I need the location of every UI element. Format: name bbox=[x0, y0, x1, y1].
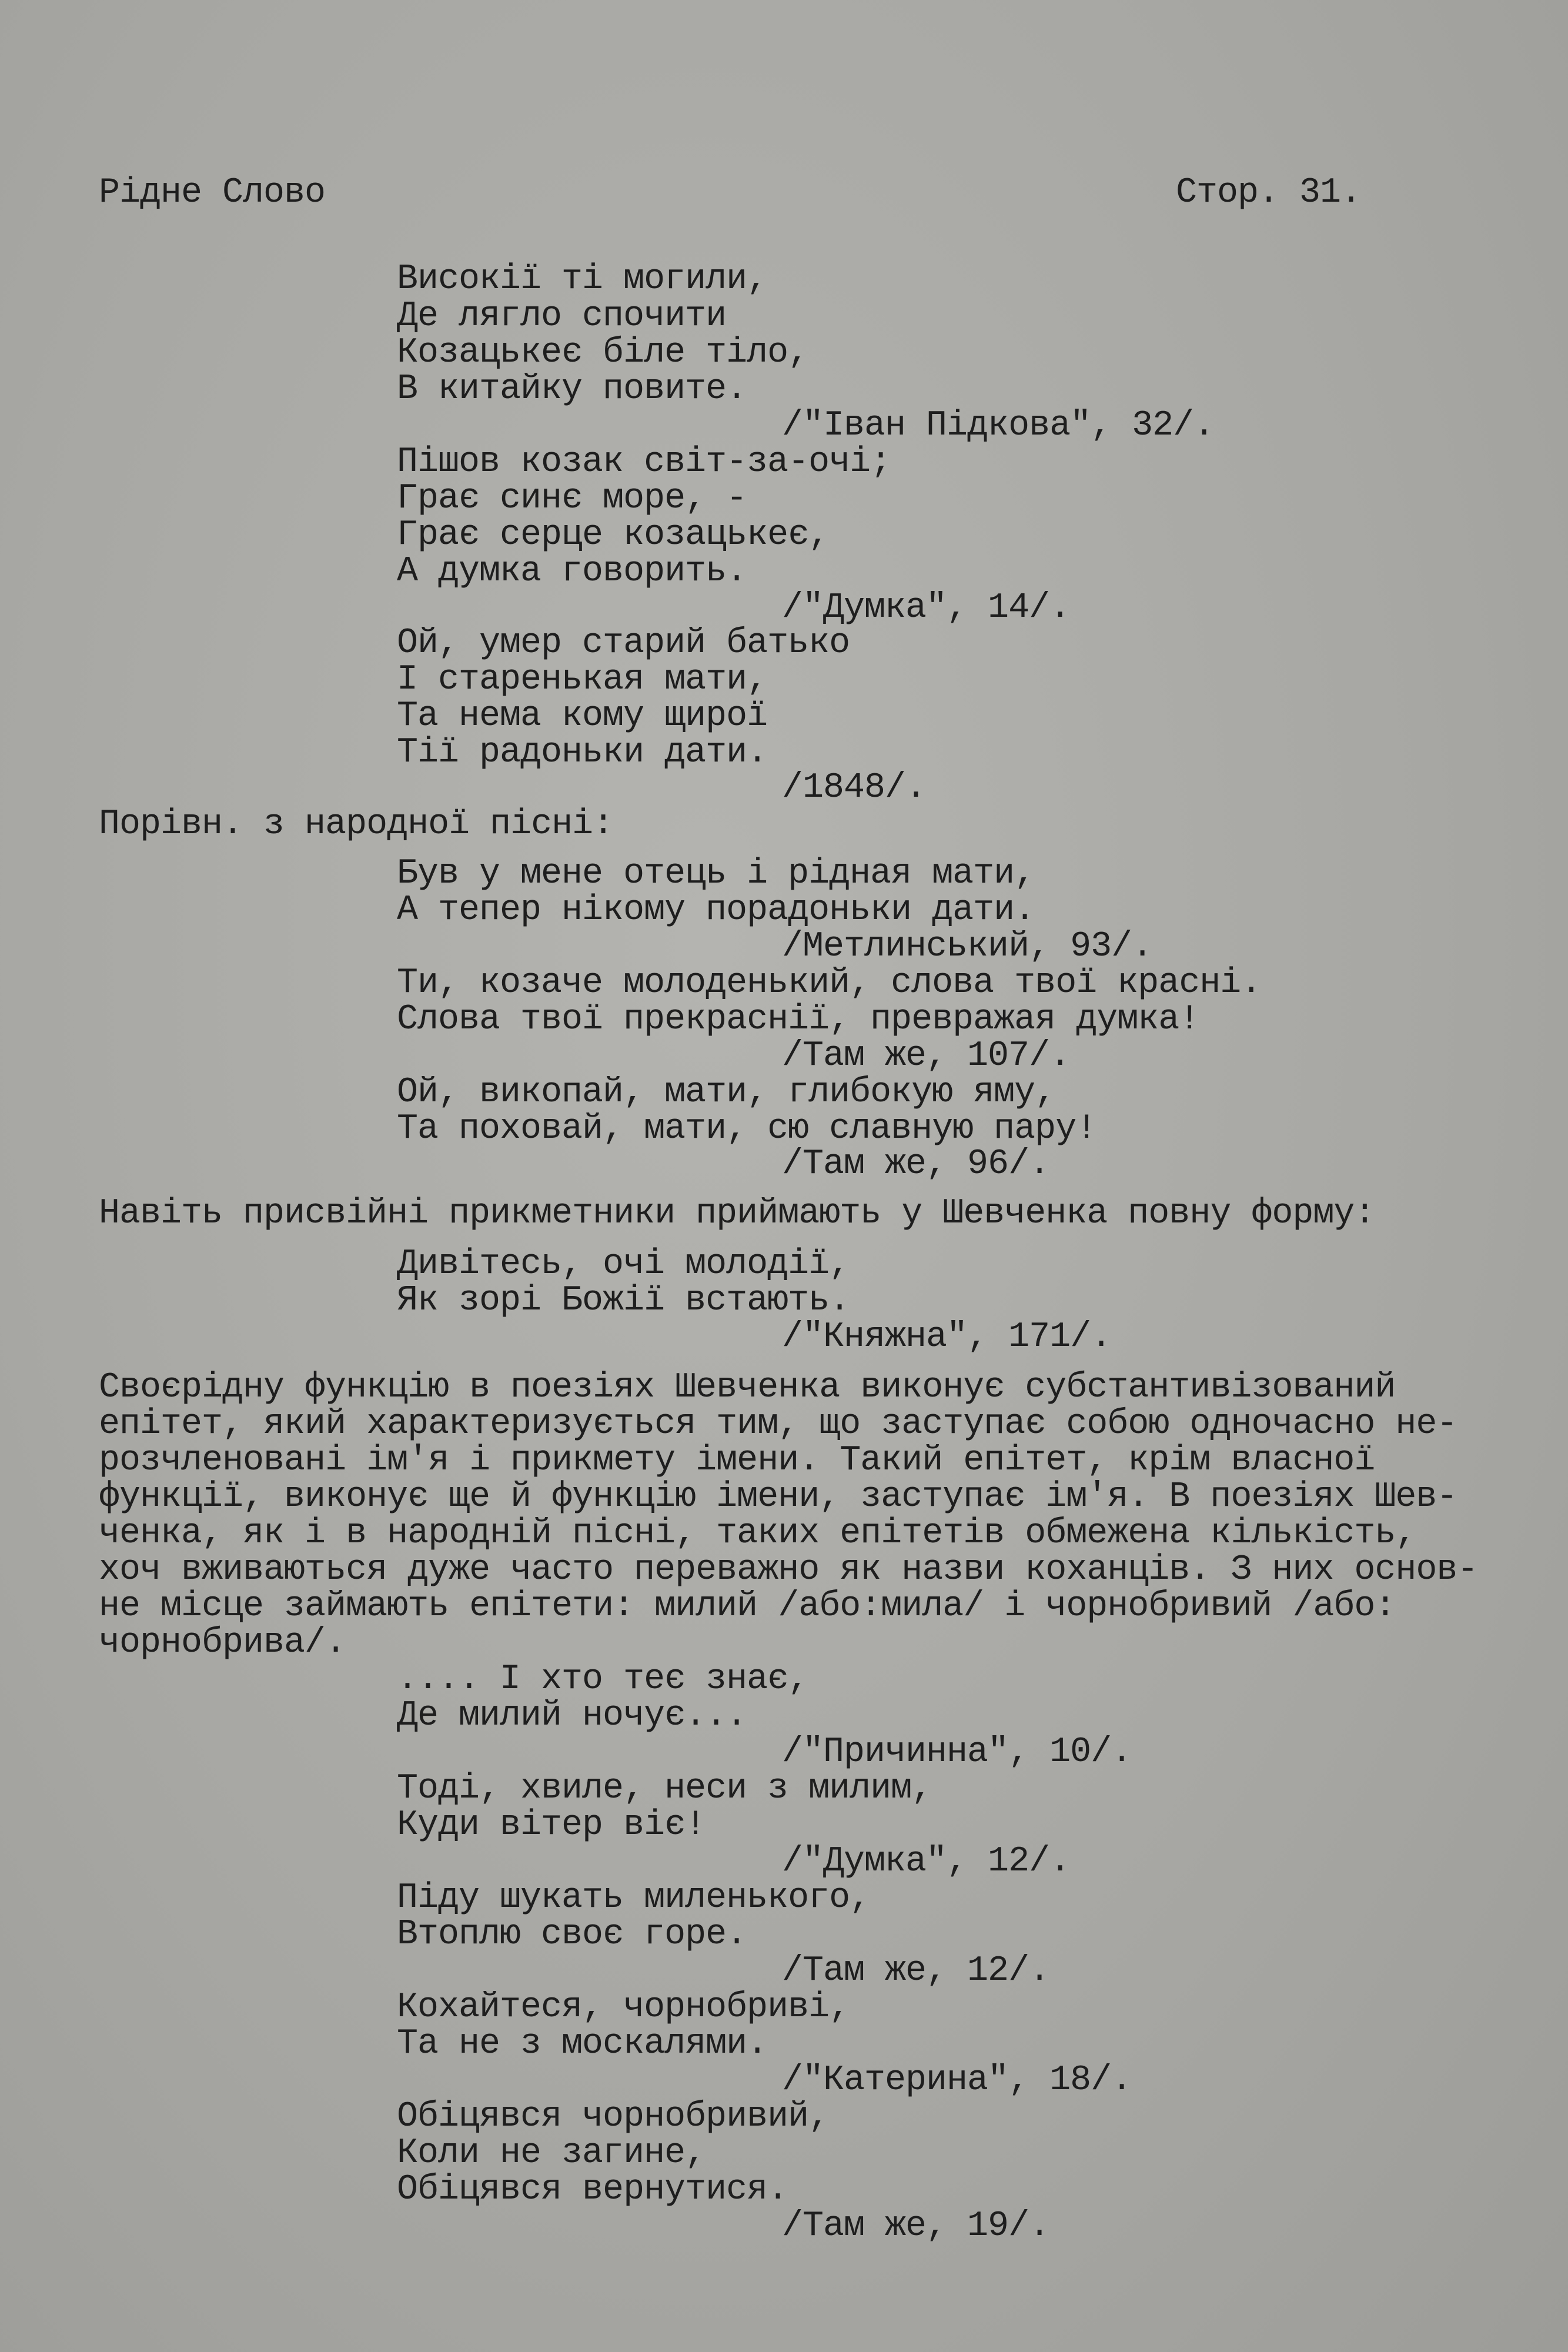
source-citation: /"Катерина", 18/. bbox=[782, 2060, 1132, 2100]
verse-line: Тоді, хвиле, неси з милим, bbox=[397, 1769, 932, 1809]
prose-line: не місце займають епітети: милий /або:мила/ і чорнобривий /або: bbox=[99, 1586, 1396, 1626]
source-citation: /Там же, 12/. bbox=[782, 1951, 1050, 1991]
source-citation: /"Княжна", 171/. bbox=[782, 1317, 1112, 1357]
prose-line: Навіть присвійні прикметники приймають у Шевченка повну форму: bbox=[99, 1194, 1375, 1234]
prose-line: епітет, який характеризується тим, що заступає собою одночасно не- bbox=[99, 1404, 1457, 1444]
verse-line: Обіцявся чорнобривий, bbox=[397, 2097, 830, 2137]
verse-line: Втоплю своє горе. bbox=[397, 1915, 747, 1955]
verse-line: Де лягло спочити bbox=[397, 296, 727, 336]
journal-title: Рідне Слово bbox=[99, 173, 326, 213]
source-citation: /Там же, 96/. bbox=[782, 1144, 1050, 1184]
prose-line: Своєрідну функцію в поезіях Шевченка виконує субстантивізований bbox=[99, 1368, 1396, 1408]
verse-line: А думка говорить. bbox=[397, 552, 747, 592]
verse-line: Куди вітер віє! bbox=[397, 1805, 706, 1845]
verse-line: А тепер нікому порадоньки дати. bbox=[397, 890, 1035, 930]
verse-line: Козацькеє біле тіло, bbox=[397, 333, 809, 373]
verse-line: Високії ті могили, bbox=[397, 259, 768, 299]
verse-line: Та не з москалями. bbox=[397, 2024, 768, 2064]
verse-line: Коли не загине, bbox=[397, 2133, 706, 2173]
verse-line: Пішов козак світ-за-очі; bbox=[397, 442, 891, 482]
verse-line: Піду шукать миленького, bbox=[397, 1878, 871, 1918]
source-citation: /"Причинна", 10/. bbox=[782, 1732, 1132, 1772]
source-citation: /"Іван Підкова", 32/. bbox=[782, 406, 1215, 446]
verse-line: Грає серце козацькеє, bbox=[397, 515, 830, 555]
prose-line: розчленовані ім'я і прикмету імени. Такий епітет, крім власної bbox=[99, 1441, 1375, 1481]
page-number: Стор. 31. bbox=[1176, 173, 1362, 213]
source-citation: /Метлинський, 93/. bbox=[782, 927, 1153, 967]
verse-line: Обіцявся вернутися. bbox=[397, 2170, 788, 2210]
source-citation: /Там же, 19/. bbox=[782, 2206, 1050, 2246]
prose-line: Порівн. з народної пісні: bbox=[99, 804, 614, 844]
source-citation: /"Думка", 14/. bbox=[782, 588, 1071, 628]
verse-line: Та нема кому щирої bbox=[397, 696, 768, 736]
verse-line: В китайку повите. bbox=[397, 369, 747, 409]
verse-line: Кохайтеся, чорнобриві, bbox=[397, 1987, 850, 2027]
verse-line: Тії радоньки дати. bbox=[397, 733, 768, 773]
verse-line: Де милий ночує... bbox=[397, 1696, 747, 1736]
verse-line: Був у мене отець і рідная мати, bbox=[397, 854, 1035, 894]
verse-line: Ой, викопай, мати, глибокую яму, bbox=[397, 1073, 1056, 1112]
source-citation: /1848/. bbox=[782, 768, 927, 808]
verse-line: Грає синє море, - bbox=[397, 479, 747, 519]
verse-line: Як зорі Божії встають. bbox=[397, 1281, 850, 1321]
verse-line: І старенькая мати, bbox=[397, 660, 768, 700]
prose-line: ченка, як і в народній пісні, таких епітетів обмежена кількість, bbox=[99, 1514, 1416, 1553]
verse-line: Ой, умер старий батько bbox=[397, 623, 850, 663]
verse-line: Дивітесь, очі молодії, bbox=[397, 1244, 850, 1284]
source-citation: /"Думка", 12/. bbox=[782, 1842, 1071, 1882]
verse-line: Та поховай, мати, сю славную пару! bbox=[397, 1109, 1097, 1149]
prose-line: чорнобрива/. bbox=[99, 1623, 346, 1663]
prose-line: функції, виконує ще й функцію імени, заступає ім'я. В поезіях Шев- bbox=[99, 1477, 1457, 1517]
verse-line: Слова твої прекраснії, превражая думка! bbox=[397, 1000, 1200, 1040]
source-citation: /Там же, 107/. bbox=[782, 1036, 1071, 1076]
prose-line: хоч вживаються дуже часто переважно як назви коханців. З них основ- bbox=[99, 1550, 1478, 1590]
verse-line: Ти, козаче молоденький, слова твої красні. bbox=[397, 963, 1262, 1003]
verse-line: .... І хто теє знає, bbox=[397, 1659, 809, 1699]
